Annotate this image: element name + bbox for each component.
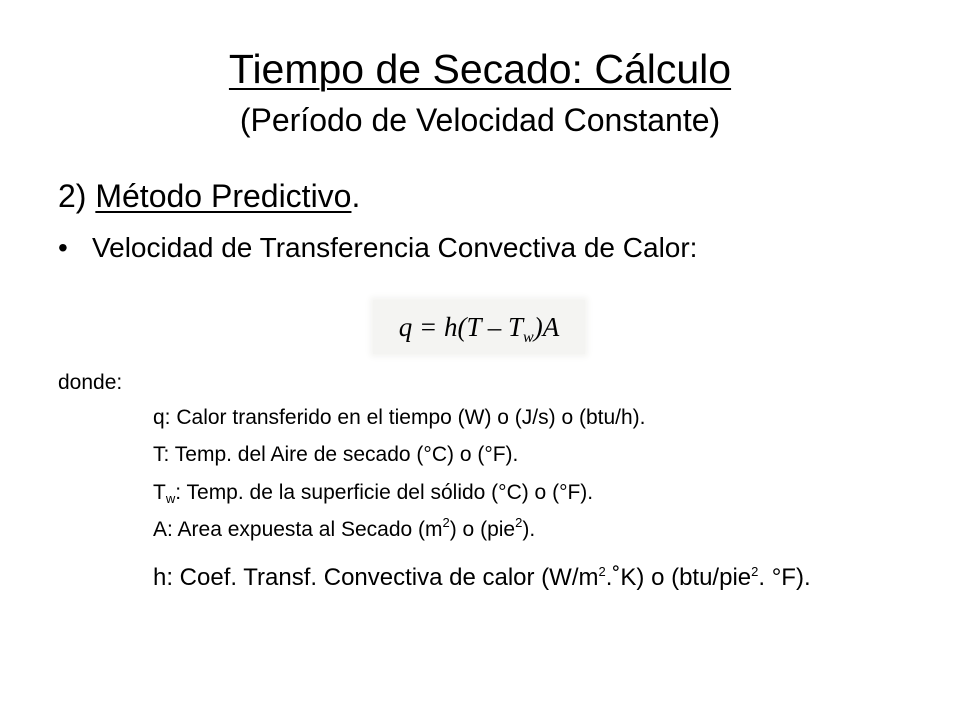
definition-A-exponent-1: 2 [442,515,450,530]
definition-A-text-2: ) o (pie [449,518,516,541]
slide-subtitle: (Período de Velocidad Constante) [239,102,721,138]
bullet-icon: • [58,232,68,263]
definition-A-text-1: A: Area expuesta al Secado (m [153,518,443,541]
definition-h [153,563,811,593]
method-name: Método Predictivo [95,178,352,214]
definition-Tw [153,479,593,507]
formula-subscript: w [523,329,534,346]
method-number: 2) [58,178,96,214]
definition-h-text-2: .˚K) o (btu/pie [605,564,752,591]
definition-A-text-3: ). [522,518,536,541]
definition-q: q: Calor transferido en el tiempo (W) o (J/s) o (btu/h). [153,406,646,429]
slide-title: Tiempo de Secado: Cálculo [228,46,732,92]
definition-T: T: Temp. del Aire de secado (°C) o (°F). [153,443,519,466]
bullet-item [58,230,697,266]
definition-Tw-subscript: w [165,491,176,506]
definition-Tw-symbol: T [153,481,166,504]
method-end: . [351,178,361,214]
heat-transfer-formula [373,300,585,354]
definition-A-exponent-2: 2 [515,515,523,530]
definition-h-exponent-1: 2 [598,564,606,579]
definition-A [153,516,535,544]
bullet-text: Velocidad de Transferencia Convectiva de Calor: [92,232,698,263]
formula-part-1: q = h(T – T [398,312,524,342]
definition-Tw-text: : Temp. de la superficie del sólido (°C) o (°F). [175,481,594,504]
definition-h-text-1: h: Coef. Transf. Convectiva de calor (W/m [153,564,599,591]
formula-part-2: )A [533,312,560,342]
donde-label: donde: [58,371,123,394]
definition-h-exponent-2: 2 [751,564,759,579]
method-heading [58,176,360,216]
definition-h-text-3: . °F). [758,564,811,591]
